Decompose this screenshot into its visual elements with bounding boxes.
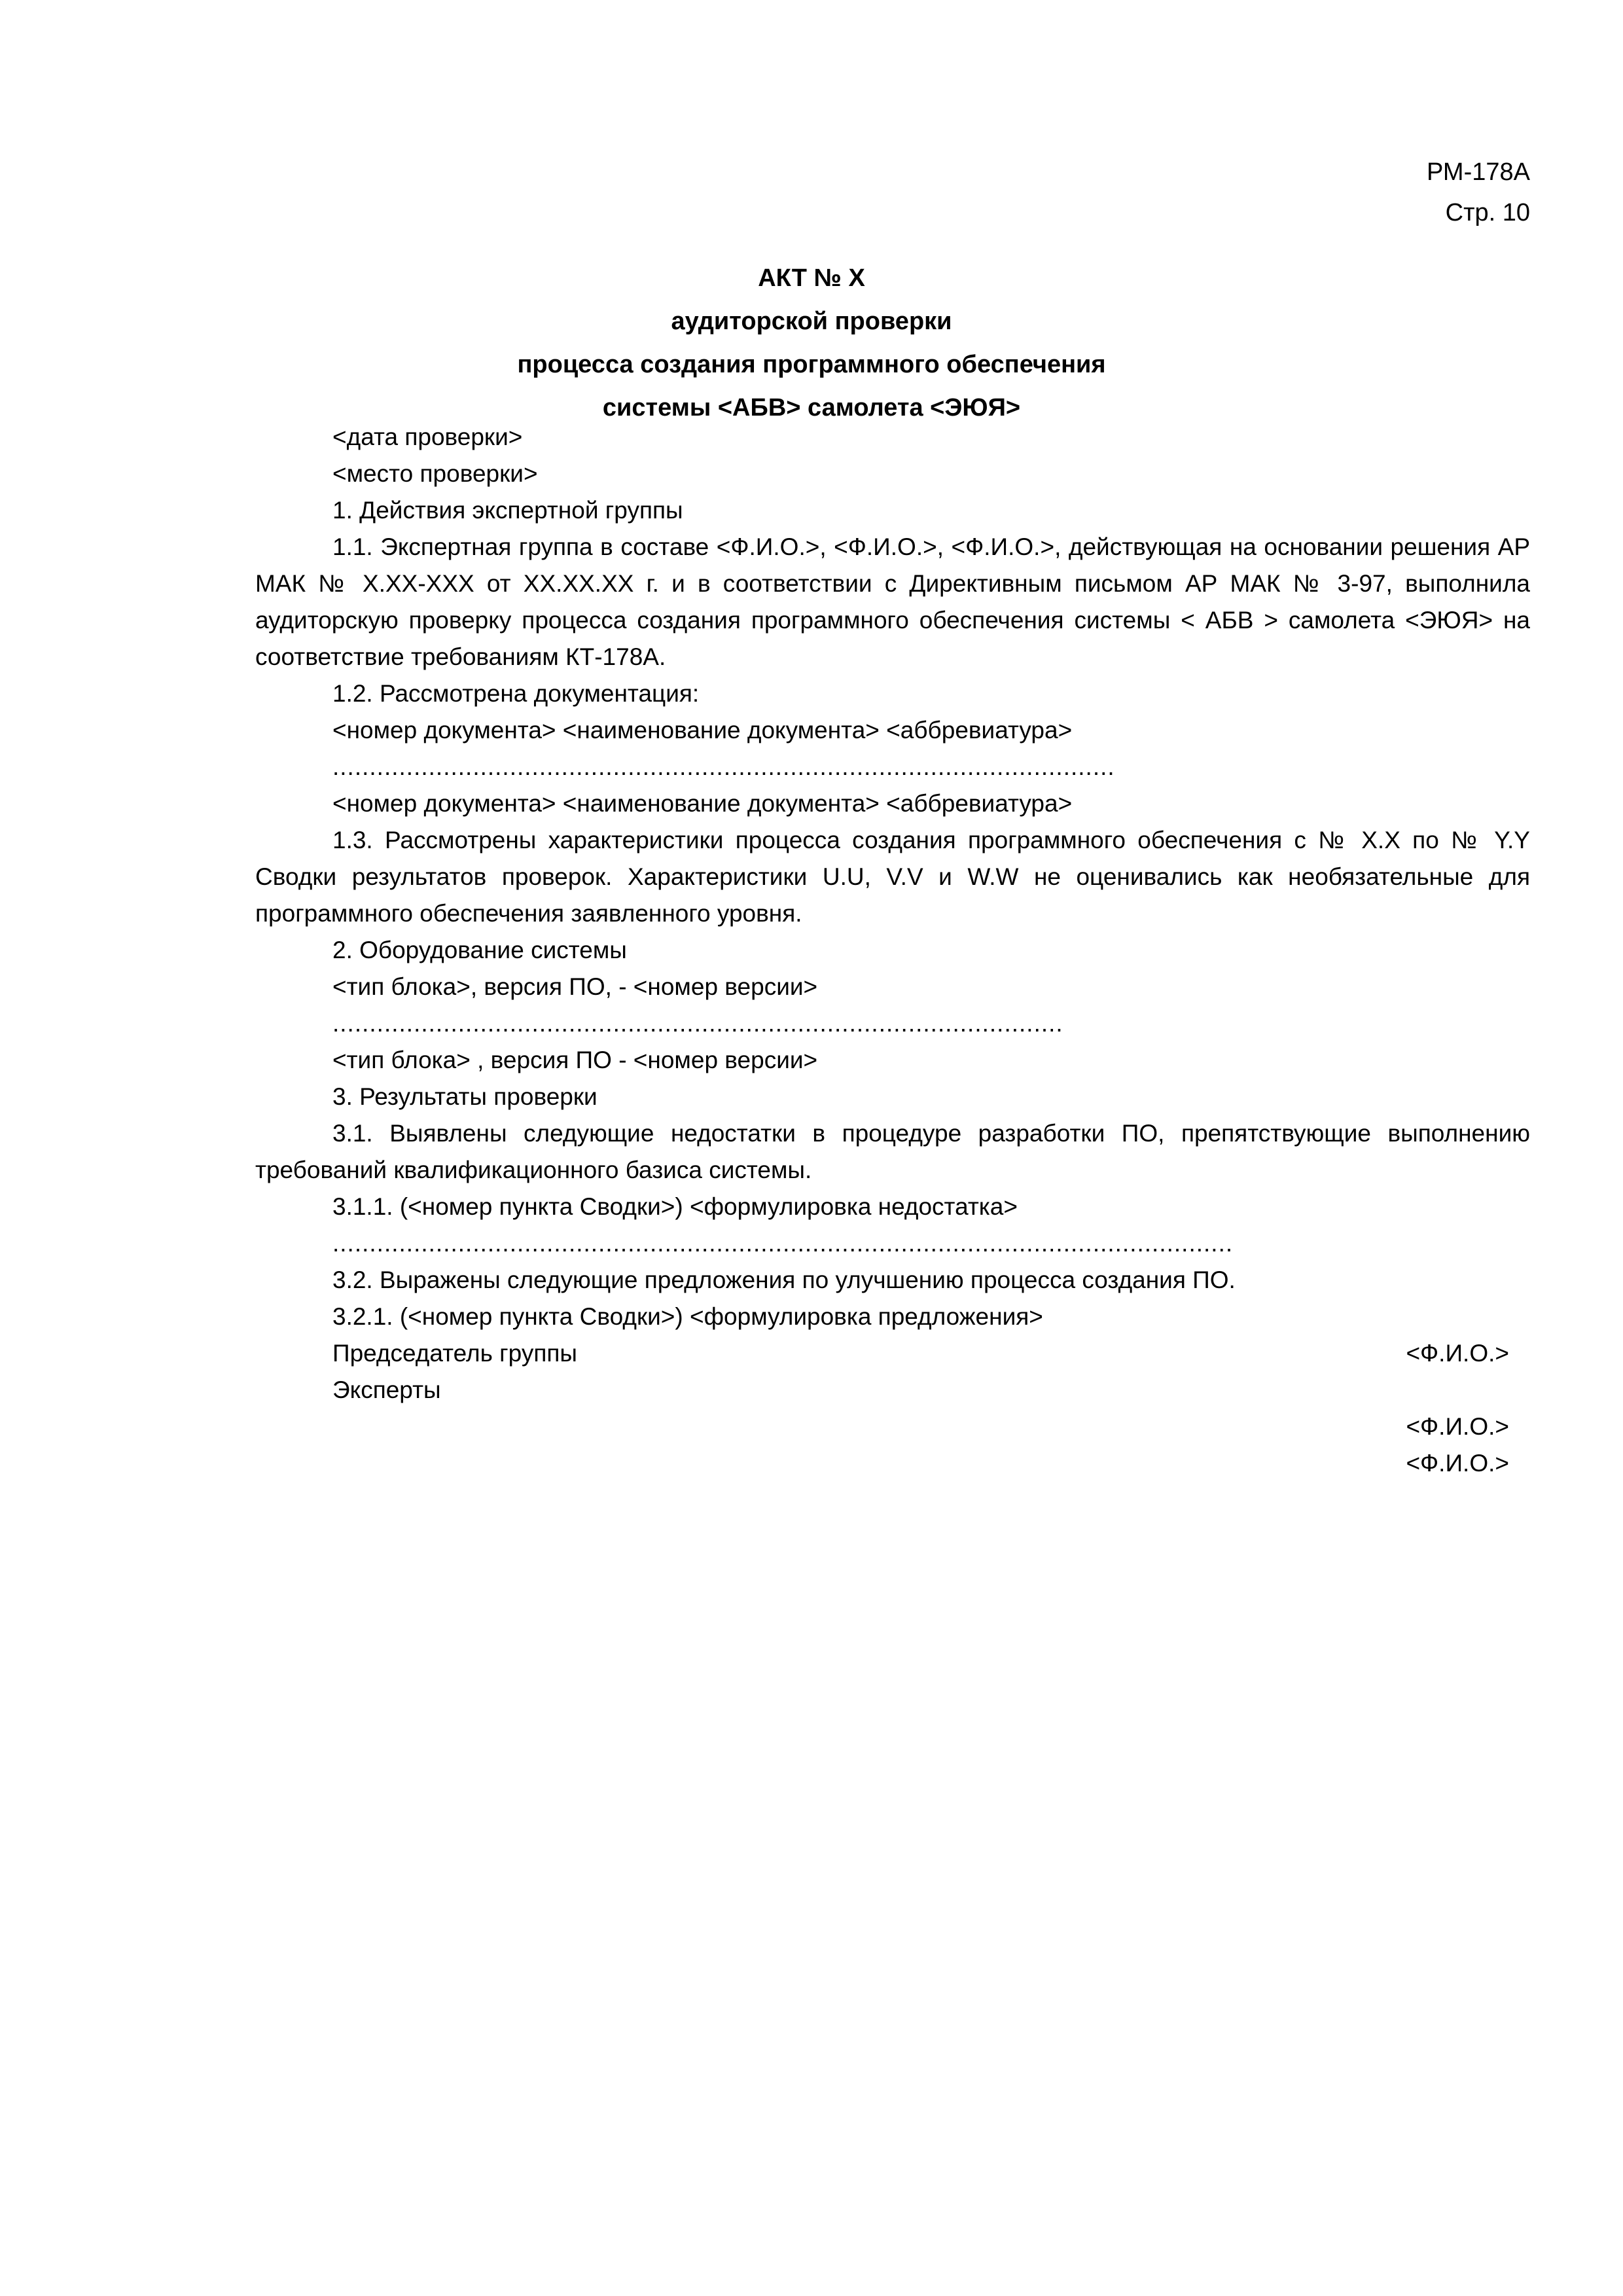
section-2-heading: 2. Оборудование системы (332, 937, 627, 963)
section-3-heading: 3. Результаты проверки (332, 1083, 597, 1110)
document-entry-2: <номер документа> <наименование документа> <аббревиатура> (332, 790, 1073, 817)
expert-signature-row-2 (255, 1445, 1530, 1482)
paragraph-3-1-1: 3.1.1. (<номер пункта Сводки>) <формулировка недостатка> (332, 1193, 1018, 1220)
expert-name-2: <Ф.И.О.> (1406, 1450, 1509, 1477)
experts-label: Эксперты (332, 1376, 441, 1403)
document-body (255, 419, 1530, 1482)
paragraph-1-2: 1.2. Рассмотрена документация: (332, 680, 700, 707)
document-title (0, 257, 1623, 429)
unit-entry-2: <тип блока> , версия ПО - <номер версии> (332, 1047, 818, 1073)
document-code: РМ-178А (1427, 158, 1530, 186)
expert-signature-row-1 (255, 1408, 1530, 1445)
paragraph-1-3: 1.3. Рассмотрены характеристики процесса создания программного обеспечения с № X.X по № Y.Y Сводки результатов проверок. Характеристики U.U, V.V и W.W не оценивались как необязательные для программного обеспечения заявленного уровня. (255, 827, 1530, 927)
title-line-3: процесса создания программного обеспечения (517, 351, 1106, 378)
dotted-placeholder-3: .......................................................................................................................... (332, 1230, 1234, 1257)
chair-signature-row (255, 1335, 1530, 1372)
paragraph-1-1: 1.1. Экспертная группа в составе <Ф.И.О.>, <Ф.И.О.>, <Ф.И.О.>, действующая на основании решения АР МАК № X.XX-XXX от XX.XX.XX г. и в соответствии с Директивным письмом АР МАК № 3-97, выполнила аудиторскую проверку процесса создания программного обеспечения системы < АБВ > самолета <ЭЮЯ> на соответствие требованиям КТ-178А. (255, 533, 1530, 670)
page-number: Стр. 10 (1445, 199, 1530, 226)
inspection-place: <место проверки> (332, 460, 538, 487)
inspection-date: <дата проверки> (332, 423, 523, 450)
title-line-1: АКТ № X (758, 264, 865, 292)
paragraph-3-1: 3.1. Выявлены следующие недостатки в процедуре разработки ПО, препятствующие выполнению требований квалификационного базиса системы. (255, 1120, 1530, 1183)
title-line-4: системы <АБВ> самолета <ЭЮЯ> (602, 394, 1021, 422)
page-header (1427, 152, 1530, 233)
dotted-placeholder-1: .......................................................................................................... (332, 753, 1115, 780)
expert-name-1: <Ф.И.О.> (1406, 1413, 1509, 1440)
paragraph-3-2: 3.2. Выражены следующие предложения по улучшению процесса создания ПО. (332, 1266, 1236, 1293)
paragraph-3-2-1: 3.2.1. (<номер пункта Сводки>) <формулировка предложения> (332, 1303, 1043, 1330)
unit-entry-1: <тип блока>, версия ПО, - <номер версии> (332, 973, 818, 1000)
title-line-2: аудиторской проверки (671, 308, 952, 335)
document-entry-1: <номер документа> <наименование документа> <аббревиатура> (332, 717, 1073, 744)
section-1-heading: 1. Действия экспертной группы (332, 497, 683, 524)
experts-label-row (255, 1372, 1530, 1408)
chair-name: <Ф.И.О.> (1406, 1340, 1509, 1367)
chair-label: Председатель группы (332, 1340, 577, 1367)
dotted-placeholder-2: ................................................................................................... (332, 1010, 1063, 1037)
